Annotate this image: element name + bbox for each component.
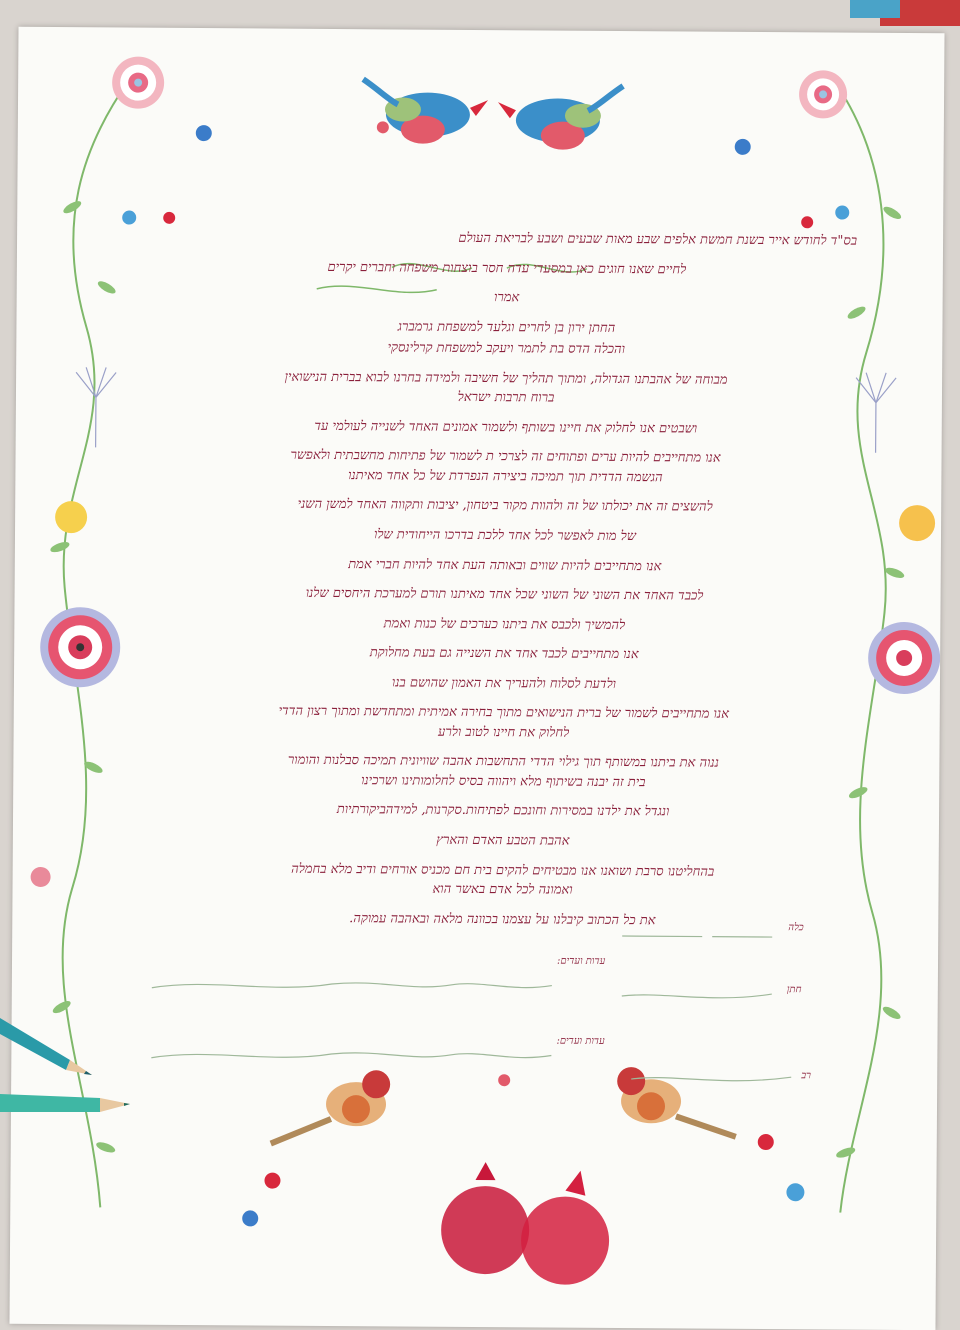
ketubah-line: ברוח תרבות ישראל	[457, 390, 555, 406]
ketubah-line: אמרו	[493, 290, 520, 306]
blue-background-corner	[850, 0, 900, 18]
signature-groom-label: חתן	[786, 984, 802, 996]
ketubah-line: ושבטים אנו לחלוק את חיינו בשותף ולשמור אמונים האחד לשנייה לעולמי עד	[314, 418, 698, 437]
ketubah-line: והכלה הדס בת לתמר ויעקב למשפחת קרלינסקי	[387, 340, 626, 358]
ketubah-line: ננוה את ביתנו במשותף תוך גילוי הדדי התחשבות אהבה שוויונית תמיכה סבלנות והומור	[287, 753, 719, 772]
signature-witnesses-label-1: עדות ועדים:	[556, 955, 606, 967]
ketubah-line: הגשמה הדדית תוך תמיכה ביצירה הנפרדת של כל אחד מאיתנו	[348, 468, 663, 486]
ketubah-line: ולדעת לסלוח ולהעריך את האמון שהושם בנו	[391, 675, 617, 692]
ketubah-line: מבוחה של אהבתנו הגדולה, ומתוך תהליך של חשיבה ולמידה בחרנו לבוא בברית הנישואין	[284, 369, 728, 388]
signature-witnesses-label-2: עדות ועדים:	[556, 1035, 605, 1047]
bird-bottom-right-icon	[617, 1067, 736, 1137]
bird-left-icon	[363, 79, 488, 144]
pomegranates-icon	[441, 1162, 610, 1285]
ketubah-line: אנו מתחייבים להיות ערים ופתוחים זה לצרכי ת לשמור של פתיחות מחשבתית ולאפשר	[290, 448, 721, 467]
ketubah-line: ונגדל את ילדנו במסירות וחונכם לפתיחות.סקרנות, למידהביקורתיות	[336, 802, 670, 820]
ketubah-line: לחיים שאנו חוגים כאן במסעדי עדה חסר בוצחות משפחה וחברים יקרים	[327, 259, 687, 277]
bird-bottom-left-icon	[271, 1070, 391, 1145]
ketubah-line: להשצים זה את יכולתו של זה ולהוות מקור ביטחון, יציבות ותקווה האחד למשן השני	[297, 497, 713, 516]
ketubah-line: לכבד האחד את השוני של השוני שכל אחד מאיתנו תורם למערכת היחסים שלנו	[305, 585, 704, 604]
ketubah-line: אנו מתחייבים לשמור של ברית הנישואים מתוך בחירה אמיתית ומתחדשת ומתוך רצון הדדי	[278, 703, 729, 723]
signature-rabbi-label: רב	[801, 1070, 812, 1082]
ketubah-line: אנו מתחייבים לכבד אחד את השנייה גם בעת מחלוקת	[369, 645, 639, 663]
ketubah-line: אנו מתחייבים להיות שווים ובאותה העת אחד להיות חברי אמת	[348, 556, 662, 574]
ketubah-line: לחלוק את חיינו לטוב ולרע	[437, 724, 570, 741]
ketubah-line: של מות לאפשר לכל אחד ללכת בדרכו הייחודית שלו	[373, 527, 636, 545]
ketubah-header: בס"ד לחודש אייר בשנת חמשת אלפים שבע מאות שבעים ושבע לבריאת העולם	[458, 230, 858, 249]
ketubah-line: החתן ירון בן לחרים וגלעד למשפחת גרמברג	[397, 319, 616, 336]
ketubah-line: בהחליטנו סרבת ושואנו אנו מבטיחים להקים בית חם מכניס אורחים ודיב מלא בחמלה	[291, 861, 715, 880]
mandala-flower-top-left	[112, 56, 164, 108]
ketubah-text	[152, 228, 857, 943]
ketubah-paper	[9, 27, 944, 1330]
ketubah-line: ואמונה לכל אדם באשר הוא	[432, 881, 573, 898]
ketubah-line: להמשיך ולכבס את ביתנו כערכים של כנות ואמת	[383, 616, 626, 633]
signature-bride-label: כלה	[788, 922, 804, 934]
bird-right-icon	[498, 85, 623, 150]
ketubah-line: את כל הכתוב קיבלנו על עצמנו בכוונה מלאה ובאהבה עמוקה.	[349, 910, 656, 928]
ketubah-line: בית זה יבנה בשיתוף מלא ויהווה בסיס לחלומותינו ושרכינו	[361, 773, 646, 791]
ketubah-line: אהבת הטבע האדם והארץ	[436, 832, 570, 849]
